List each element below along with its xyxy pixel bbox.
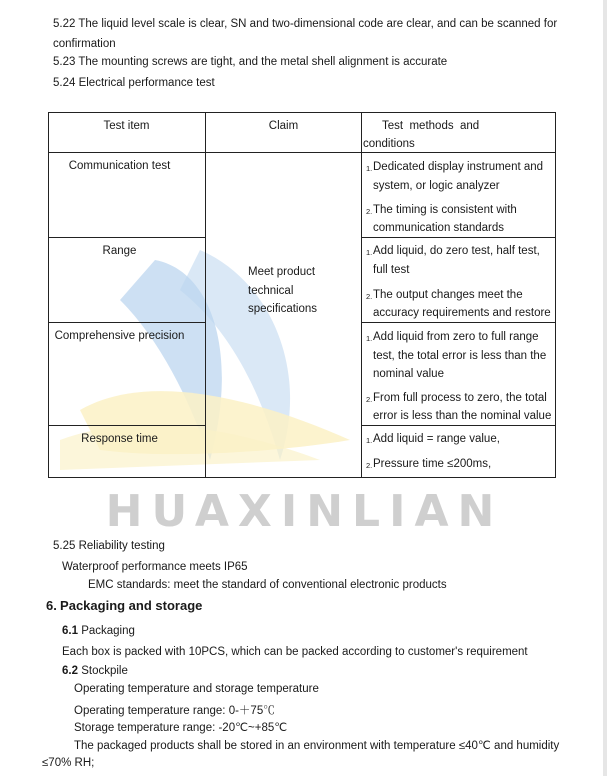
section-6-title: Packaging and storage xyxy=(60,598,203,613)
storage-note-cont: ≤70% RH; xyxy=(42,757,95,769)
electrical-test-table xyxy=(48,112,556,478)
row-item-range: Range xyxy=(102,245,137,257)
method-text: accuracy requirements and restore xyxy=(373,307,551,319)
method-text: Pressure time ≤200ms, xyxy=(373,458,492,470)
method-num: 1. xyxy=(366,436,373,445)
row-item-response-time: Response time xyxy=(81,433,158,445)
method-text: nominal value xyxy=(373,368,444,380)
item-5-22: 5.22 The liquid level scale is clear, SN and two-dimensional code are clear, and can be scanned for xyxy=(53,18,558,30)
header-test-item: Test item xyxy=(103,120,150,132)
operating-temperature: Operating temperature range: 0-＋75℃ xyxy=(74,705,275,717)
section-6-heading xyxy=(46,598,202,613)
scrollbar[interactable] xyxy=(603,0,607,776)
method-num: 1. xyxy=(366,164,373,173)
storage-note: The packaged products shall be stored in an environment with temperature ≤40℃ and humidity xyxy=(74,740,560,752)
subsection-6-2-number: 6.2 xyxy=(62,665,78,677)
method-text: Add liquid = range value, xyxy=(373,433,500,445)
item-5-22-cont: confirmation xyxy=(53,38,116,50)
claim-line-2: technical xyxy=(248,285,294,297)
method-num: 2. xyxy=(366,395,373,404)
item-5-23: 5.23 The mounting screws are tight, and the metal shell alignment is accurate xyxy=(53,56,448,68)
claim-line-3: specifications xyxy=(248,303,318,315)
method-text: Dedicated display instrument and xyxy=(373,161,544,173)
method-text: The timing is consistent with xyxy=(373,204,517,216)
subsection-6-2-title: Stockpile xyxy=(81,665,128,677)
packaging-text: Each box is packed with 10PCS, which can be packed according to customer's requirement xyxy=(62,646,528,658)
method-num: 1. xyxy=(366,334,373,343)
header-test-methods: Test methods and xyxy=(382,120,480,132)
method-text: test, the total error is less than the xyxy=(373,350,547,362)
method-text: full test xyxy=(373,264,410,276)
header-claim: Claim xyxy=(268,120,299,132)
method-num: 1. xyxy=(366,248,373,257)
method-text: Add liquid, do zero test, half test, xyxy=(373,245,540,257)
method-num: 2. xyxy=(366,292,373,301)
method-text: error is less than the nominal value xyxy=(373,410,552,422)
method-num: 2. xyxy=(366,461,373,470)
emc-line: EMC standards: meet the standard of conventional electronic products xyxy=(88,579,447,591)
subsection-6-1-heading xyxy=(62,625,135,637)
method-text: Add liquid from zero to full range xyxy=(373,331,539,343)
subsection-6-1-title: Packaging xyxy=(81,625,135,637)
item-5-24: 5.24 Electrical performance test xyxy=(53,77,215,89)
waterproof-line: Waterproof performance meets IP65 xyxy=(62,561,248,573)
item-5-25: 5.25 Reliability testing xyxy=(53,540,165,552)
storage-temperature: Storage temperature range: -20℃~+85℃ xyxy=(74,722,288,734)
claim-line-1: Meet product xyxy=(248,266,316,278)
section-6-number: 6. xyxy=(46,598,57,613)
row-item-comprehensive-precision: Comprehensive precision xyxy=(54,330,185,342)
row-item-communication: Communication test xyxy=(68,160,171,172)
temperature-heading: Operating temperature and storage temperature xyxy=(74,683,319,695)
method-num: 2. xyxy=(366,207,373,216)
method-text: The output changes meet the xyxy=(373,289,523,301)
subsection-6-1-number: 6.1 xyxy=(62,625,78,637)
watermark-text: HUAXINLIAN xyxy=(105,486,504,537)
subsection-6-2-heading xyxy=(62,665,128,677)
method-text: system, or logic analyzer xyxy=(373,180,500,192)
method-text: communication standards xyxy=(373,222,505,234)
header-test-methods-cont: conditions xyxy=(363,138,415,150)
method-text: From full process to zero, the total xyxy=(373,392,547,404)
